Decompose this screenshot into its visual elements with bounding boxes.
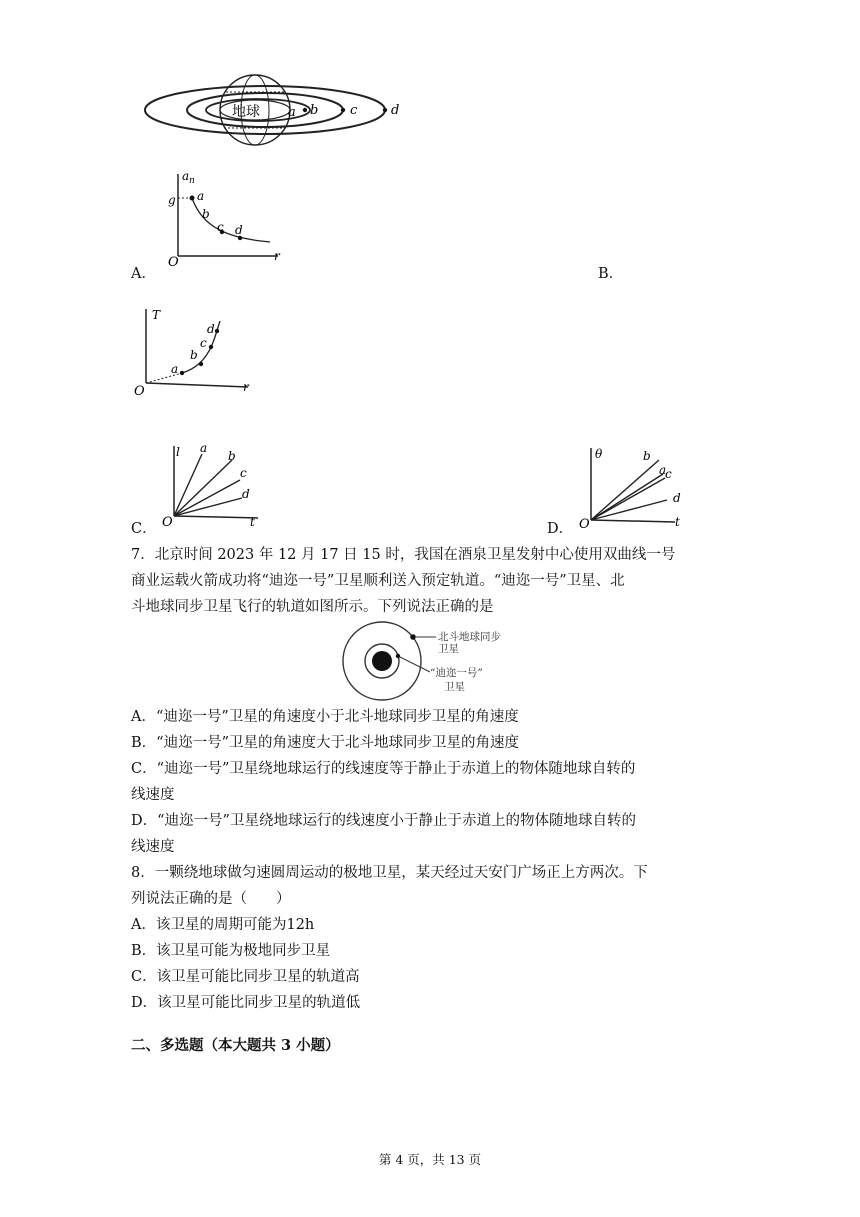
graph-a-y-sub: n [189, 176, 195, 186]
graph-d-origin: O [579, 517, 590, 530]
graph-option-a [160, 168, 290, 268]
q7-stem-line2: 商业运载火箭成功将“迪迩一号”卫星顺利送入预定轨道。“迪迩一号”卫星、北 [131, 573, 625, 589]
earth-label: 地球 [232, 104, 260, 120]
graph-d-y-axis: θ [595, 447, 603, 461]
graph-d-x-axis: t [675, 515, 680, 529]
q7-option-b: B．“迪迩一号”卫星的角速度大于北斗地球同步卫星的角速度 [131, 735, 519, 751]
graph-a-g: g [168, 193, 176, 207]
graph-option-b [130, 305, 260, 400]
graph-c-pt-c: c [240, 466, 247, 480]
graph-c-origin: O [162, 515, 173, 530]
q8-option-a: A．该卫星的周期可能为12h [131, 917, 315, 933]
graph-a-pt-b: b [202, 207, 210, 221]
q7-option-d-line2: 线速度 [131, 839, 175, 855]
graph-c-pt-a: a [200, 441, 208, 455]
graph-a-pt-d: d [235, 223, 243, 237]
q7-orbit-figure [340, 618, 540, 704]
graph-d-pt-b: b [643, 449, 651, 463]
graph-a-pt-c: c [217, 220, 224, 234]
graph-b-y-axis: T [152, 308, 161, 322]
q8-stem-line2: 列说法正确的是（ ） [131, 891, 291, 907]
q8-option-b: B．该卫星可能为极地同步卫星 [131, 943, 331, 959]
q8-option-c: C．该卫星可能比同步卫星的轨道高 [131, 969, 360, 985]
q7-stem-line3: 斗地球同步卫星飞行的轨道如图所示。下列说法正确的是 [131, 599, 494, 615]
graph-c-x-axis: t [250, 515, 255, 529]
q7-stem-line1: 7．北京时间 2023 年 12 月 17 日 15 时，我国在酒泉卫星发射中心使用双曲线一号 [131, 547, 676, 563]
graph-option-d [575, 440, 705, 530]
orbit-figure [140, 70, 430, 150]
section-heading-multiple-choice: 二、多选题（本大题共 3 小题） [131, 1037, 340, 1054]
q7-option-c-line1: C．“迪迩一号”卫星绕地球运行的线速度等于静止于赤道上的物体随地球自转的 [131, 761, 636, 777]
option-b-letter: B． [598, 266, 624, 282]
graph-d-pt-d: d [673, 491, 681, 505]
q8-stem-line1: 8．一颗绕地球做匀速圆周运动的极地卫星，某天经过天安门广场正上方两次。下 [131, 865, 648, 881]
q7-option-a: A．“迪迩一号”卫星的角速度小于北斗地球同步卫星的角速度 [131, 709, 519, 725]
option-c-letter: C． [131, 521, 157, 537]
q7-fig-beidou-line2: 卫星 [438, 643, 459, 655]
graph-c-pt-b: b [228, 449, 236, 463]
graph-b-x-axis: r [243, 380, 249, 394]
graph-b-origin: O [134, 384, 145, 399]
graph-a-pt-a: a [197, 189, 205, 203]
orbit-point-c: c [350, 103, 358, 118]
q7-fig-diji-line2: 卫星 [444, 681, 465, 693]
option-d-letter: D． [547, 521, 574, 537]
orbit-point-d: d [391, 103, 400, 118]
graph-a-x-axis: r [274, 249, 280, 263]
graph-b-pt-b: b [190, 348, 198, 362]
graph-b-pt-d: d [207, 322, 215, 336]
graph-c-pt-d: d [242, 487, 250, 501]
graph-b-pt-c: c [200, 336, 207, 350]
graph-d-pt-c: c [665, 467, 672, 481]
q8-option-d: D．该卫星可能比同步卫星的轨道低 [131, 995, 361, 1011]
page-footer: 第 4 页，共 13 页 [378, 1152, 482, 1167]
q7-fig-diji-line1: “迪迩一号” [430, 667, 483, 679]
orbit-point-a: a [288, 105, 296, 120]
graph-a-y-axis: a [182, 169, 190, 183]
graph-b-pt-a: a [171, 362, 179, 376]
graph-a-origin: O [168, 255, 179, 268]
orbit-point-b: b [310, 103, 319, 118]
option-a-letter: A． [131, 266, 156, 282]
q7-option-d-line1: D．“迪迩一号”卫星绕地球运行的线速度小于静止于赤道上的物体随地球自转的 [131, 813, 636, 829]
graph-d-pt-a: a [659, 463, 667, 477]
graph-option-c [160, 440, 290, 530]
q7-option-c-line2: 线速度 [131, 787, 175, 803]
graph-c-y-axis: l [176, 445, 180, 459]
q7-fig-beidou-line1: 北斗地球同步 [438, 631, 501, 643]
